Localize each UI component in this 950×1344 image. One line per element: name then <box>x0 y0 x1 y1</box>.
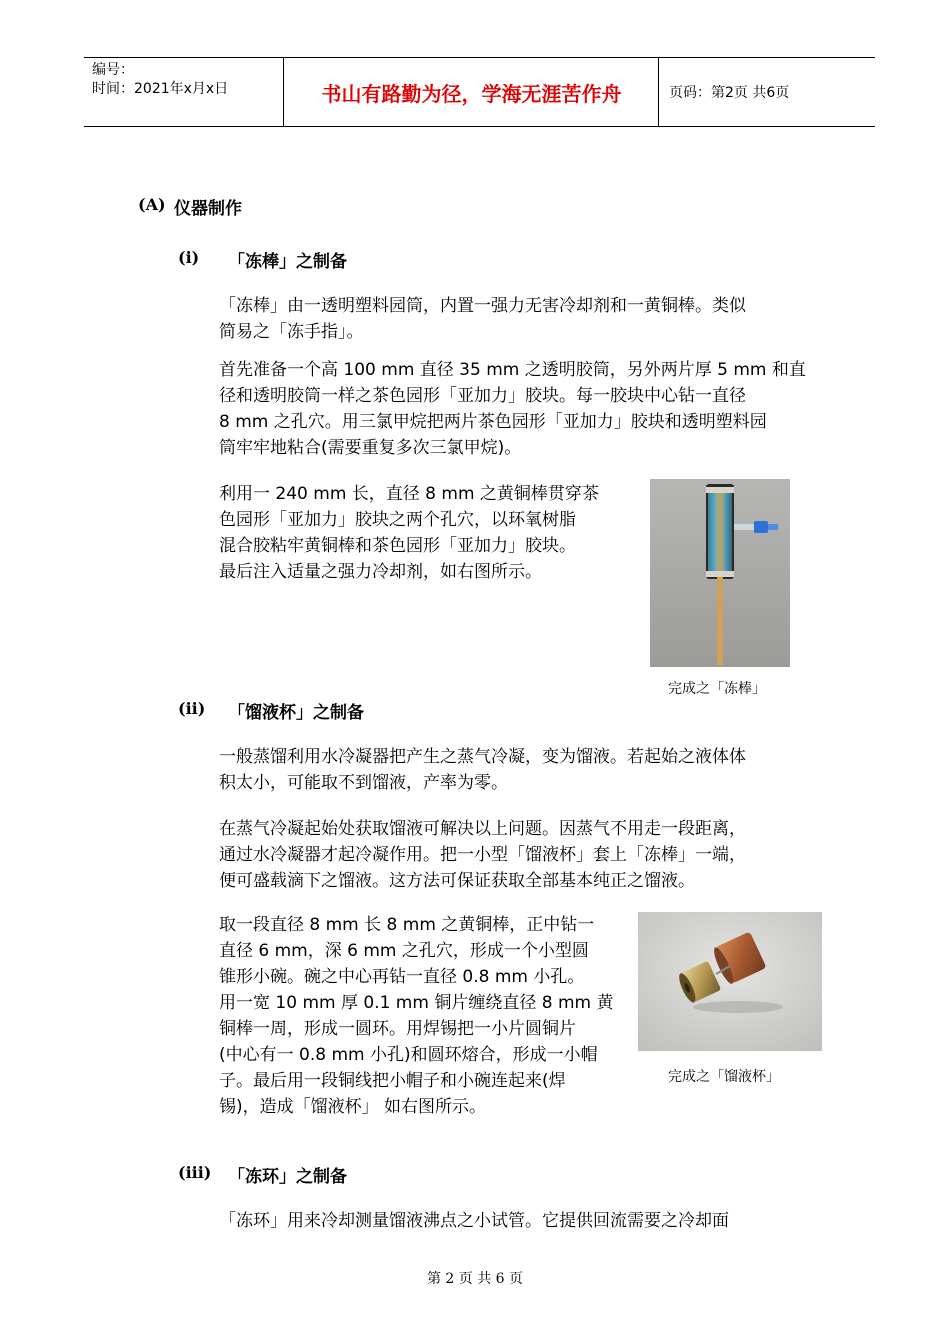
number-label: 编号： <box>92 62 134 78</box>
header-motto: 书山有路勤为径，学海无涯苦作舟 <box>285 58 659 126</box>
header-meta <box>84 58 284 126</box>
sub1-title: 「冻棒」之制备 <box>228 252 347 272</box>
sub2-number: (ii) <box>178 699 206 718</box>
sub3-para1: 「冻环」用来冷却测量馏液沸点之小试管。它提供回流需要之冷却面 <box>219 1211 729 1231</box>
distillate-cup-photo <box>638 912 822 1051</box>
header-table <box>84 57 875 127</box>
sub3-number: (iii) <box>178 1163 212 1182</box>
sub2-title: 「馏液杯」之制备 <box>228 703 364 723</box>
section-title: 仪器制作 <box>174 199 242 219</box>
page-footer: 第 2 页 共 6 页 <box>426 1271 524 1287</box>
section-label: (A) <box>138 195 166 214</box>
sub2-para2: 在蒸气冷凝起始处获取馏液可解决以上问题。因蒸气不用走一段距离， 通过水冷凝器才起冷凝作用。把一小型「馏液杯」套上「冻棒」一端， 便可盛载滴下之馏液。这方法可保证获取全部基本纯正之馏液。 <box>219 819 746 891</box>
sub2-para3: 取一段直径 8 mm 长 8 mm 之黄铜棒，正中钻一 直径 6 mm，深 6 mm 之孔穴，形成一个小型圆 锥形小碗。碗之中心再钻一直径 0.8 mm 小孔。 用一宽 10 mm 厚 0.1 mm 铜片缠绕直径 8 mm 黄 铜棒一周，形成一圆环。用焊锡把一小片圆铜片 (中心有一 0.8 mm 小孔)和圆环熔合，形成一小帽 子。最后用一段铜线把小帽子和小碗连起来(焊 锡)，造成「馏液杯」 如右图所示。 <box>219 915 614 1117</box>
cold-rod-photo <box>650 479 790 667</box>
sub1-para3: 利用一 240 mm 长，直径 8 mm 之黄铜棒贯穿茶 色园形「亚加力」胶块之两个孔穴，以环氧树脂 混合胶粘牢黄铜棒和茶色园形「亚加力」胶块。 最后注入适量之强力冷却剂，如右图所示。 <box>219 484 599 582</box>
sub1-para1: 「冻棒」由一透明塑料园筒，内置一强力无害冷却剂和一黄铜棒。类似 简易之「冻手指」。 <box>219 296 746 342</box>
time-label: 时间：2021年x月x日 <box>92 81 229 97</box>
sub1-para2: 首先准备一个高 100 mm 直径 35 mm 之透明胶筒，另外两片厚 5 mm 和直 径和透明胶筒一样之茶色园形「亚加力」胶块。每一胶块中心钻一直径 8 mm 之孔穴。用三氯甲烷把两片茶色园形「亚加力」胶块和透明塑料园 筒牢牢地粘合(需要重复多次三氯甲烷)。 <box>219 360 806 458</box>
header-page-info: 页码：第2页 共6页 <box>669 85 790 101</box>
cold-rod-caption: 完成之「冻棒」 <box>668 681 766 697</box>
distillate-cup-caption: 完成之「馏液杯」 <box>668 1069 780 1085</box>
sub1-number: (i) <box>178 248 200 267</box>
sub2-para1: 一般蒸馏利用水冷凝器把产生之蒸气冷凝，变为馏液。若起始之液体体 积太小，可能取不到馏液，产率为零。 <box>219 747 746 793</box>
sub3-title: 「冻环」之制备 <box>228 1167 347 1187</box>
